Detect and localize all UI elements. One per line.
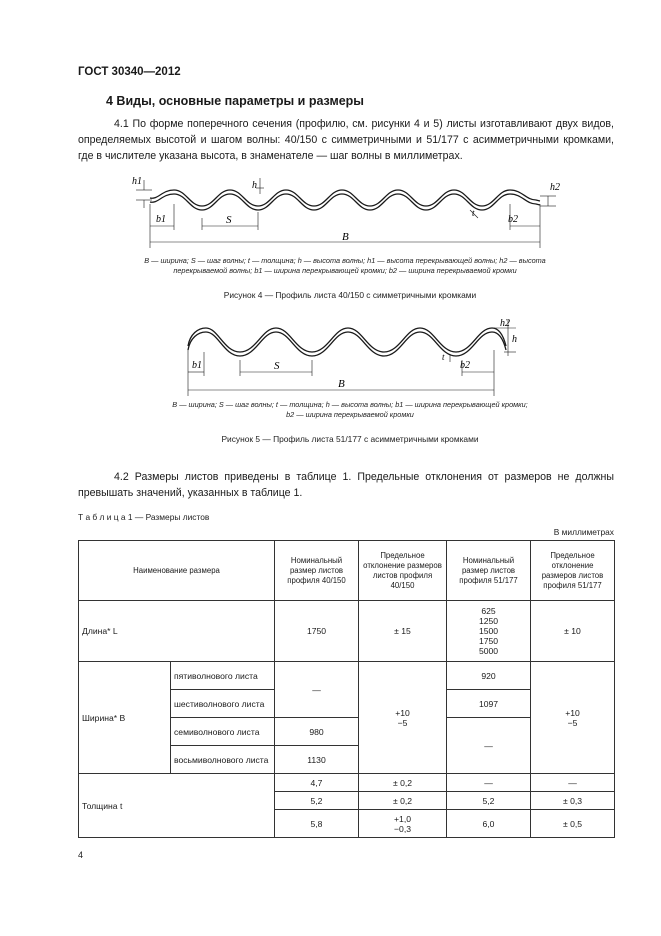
length-name: Длина* L (79, 601, 275, 662)
width-nom-51-6: 1097 (447, 690, 531, 718)
thickness-nom-40: 5,2 (275, 792, 359, 810)
figure-5-label-h2: h2 (500, 318, 510, 329)
figure-4-sheet-outer (150, 190, 540, 206)
width-dev-40 (359, 662, 447, 774)
width-sub-8: восьмиволнового листа (171, 746, 275, 774)
figure-4-label-b2: b2 (508, 214, 518, 225)
thickness-dev-51: — (531, 774, 615, 792)
figure-5-label-t: t (442, 352, 445, 362)
figure-5-dimension-lines (188, 320, 516, 396)
figure-4-label-h2: h2 (550, 182, 560, 193)
figure-4-legend (90, 256, 600, 277)
figure-5-label-h: h (512, 334, 517, 345)
header-nom-51: Номинальный размер листов профиля 51/177 (447, 541, 531, 601)
figure-5-profile-drawing (128, 312, 548, 400)
header-name: Наименование размера (79, 541, 275, 601)
table-header-row (79, 541, 615, 601)
figure-4-label-B: B (342, 231, 349, 243)
table-caption: Т а б л и ц а 1 — Размеры листов (78, 512, 210, 522)
figure-5-label-B: B (338, 378, 345, 390)
figure-4-legend-line-1: B — ширина; S — шаг волны; t — толщина; h — высота волны; h1 — высота перекрывающей волны; h2 — высота (144, 256, 546, 265)
width-dev-51-lower: −5 (567, 717, 578, 728)
thickness-dev-51: ± 0,3 (531, 792, 615, 810)
table-units: В миллиметрах (553, 527, 614, 537)
paragraph-4-1 (78, 116, 614, 165)
header-nom-40: Номинальный размер листов профиля 40/150 (275, 541, 359, 601)
width-nom-40-5-6: — (275, 662, 359, 718)
length-nom-51-value: 1250 (478, 616, 499, 626)
length-nom-51-value: 625 (481, 606, 496, 616)
table-row-width-5 (79, 662, 615, 690)
length-dev-51: ± 10 (531, 601, 615, 662)
figure-5-legend-line-2: b2 — ширина перекрываемой кромки (286, 410, 414, 420)
thickness-nom-51: 6,0 (447, 810, 531, 838)
thickness-dev-40-upper: +1,0 (394, 813, 411, 824)
width-nom-40-7: 980 (275, 718, 359, 746)
width-dev-51-upper: +10 (565, 707, 580, 718)
thickness-name: Толщина t (79, 774, 275, 838)
width-name: Ширина* B (79, 662, 171, 774)
thickness-dev-40 (359, 810, 447, 838)
length-nom-40: 1750 (275, 601, 359, 662)
thickness-nom-51: — (447, 774, 531, 792)
width-sub-7: семиволнового листа (171, 718, 275, 746)
width-nom-40-8: 1130 (275, 746, 359, 774)
figure-4-label-t: t (472, 208, 475, 218)
length-nom-51-value: 5000 (478, 646, 499, 656)
length-dev-40: ± 15 (359, 601, 447, 662)
document-header: ГОСТ 30340—2012 (78, 66, 181, 78)
dimensions-table (78, 540, 615, 838)
thickness-nom-40: 4,7 (275, 774, 359, 792)
thickness-dev-51: ± 0,5 (531, 810, 615, 838)
width-nom-51-5: 920 (447, 662, 531, 690)
figure-4-label-h: h (252, 180, 257, 191)
figure-5-legend-line-1: B — ширина; S — шаг волны; t — толщина; h — высота волны; b1 — ширина перекрывающей кромки; (172, 400, 528, 409)
width-dev-51 (531, 662, 615, 774)
figure-5-legend (100, 400, 600, 421)
table-row-thickness-1 (79, 774, 615, 792)
thickness-nom-40: 5,8 (275, 810, 359, 838)
thickness-dev-40-lower: −0,3 (394, 823, 411, 834)
width-sub-6: шестиволнового листа (171, 690, 275, 718)
figure-4-sheet-inner (150, 194, 540, 210)
paragraph-4-2-text: 4.2 Размеры листов приведены в таблице 1. Предельные отклонения от размеров не должны превышать значений, указанных в таблице 1. (78, 471, 614, 500)
width-nom-51-7-8: — (447, 718, 531, 774)
table-row-length (79, 601, 615, 662)
thickness-dev-40: ± 0,2 (359, 792, 447, 810)
figure-5-label-S: S (274, 360, 280, 372)
header-dev-40: Предельное отклонение размеров листов профиля 40/150 (359, 541, 447, 601)
figure-5-label-b1: b1 (192, 360, 202, 371)
paragraph-4-1-text: 4.1 По форме поперечного сечения (профилю, см. рисунки 4 и 5) листы изготавливают двух видов, определяемых высотой и шагом волны: 40/150 с симметричными и 51/177 с асимметричными кромками, где в числителе указана высота, в знаменателе — шаг волны в миллиметрах. (78, 118, 614, 163)
figure-4-label-S: S (226, 214, 232, 226)
section-title: 4 Виды, основные параметры и размеры (106, 94, 364, 108)
figure-4-caption: Рисунок 4 — Профиль листа 40/150 с симметричными кромками (223, 290, 477, 300)
figure-4-label-b1: b1 (156, 214, 166, 225)
thickness-dev-40: ± 0,2 (359, 774, 447, 792)
figure-4-label-h1: h1 (132, 176, 142, 187)
length-nom-51-value: 1750 (478, 636, 499, 646)
length-nom-51-value: 1500 (478, 626, 499, 636)
width-sub-5: пятиволнового листа (171, 662, 275, 690)
figure-4-profile-drawing (128, 168, 568, 254)
width-dev-40-upper: +10 (395, 707, 410, 718)
width-dev-40-lower: −5 (397, 717, 408, 728)
thickness-nom-51: 5,2 (447, 792, 531, 810)
page-number: 4 (78, 850, 84, 860)
figure-5-label-b2: b2 (460, 360, 470, 371)
figure-5-caption: Рисунок 5 — Профиль листа 51/177 с асимметричными кромками (221, 434, 479, 444)
paragraph-4-2 (78, 469, 614, 501)
header-dev-51: Предельное отклонение размеров листов профиля 51/177 (531, 541, 615, 601)
figure-4-legend-line-2: перекрываемой волны; b1 — ширина перекрывающей кромки; b2 — ширина перекрываемой кромки (173, 266, 517, 276)
length-nom-51 (447, 601, 531, 662)
